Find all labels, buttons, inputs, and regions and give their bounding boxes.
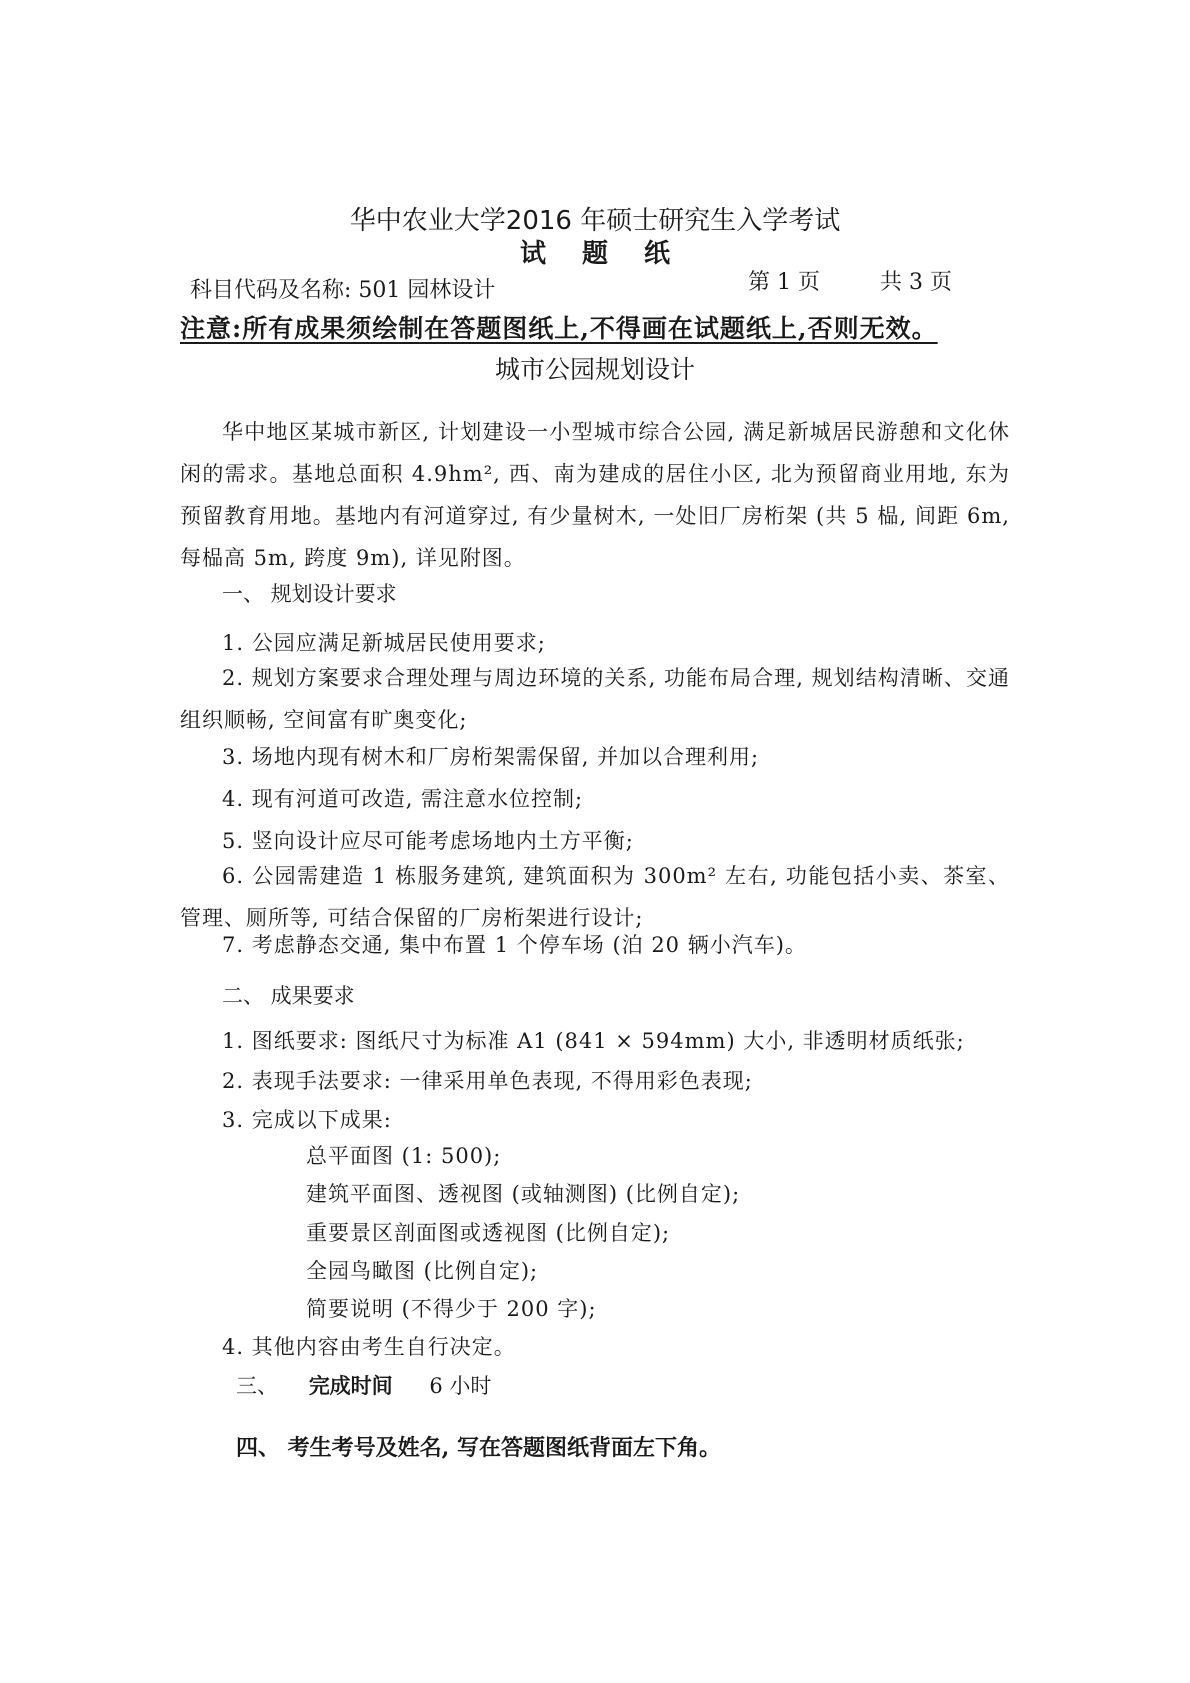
requirement-item-3: 3. 场地内现有树木和厂房桁架需保留, 并加以合理利用;	[222, 745, 760, 769]
page-number: 第 1 页	[748, 270, 820, 295]
exam-title: 华中农业大学2016 年硕士研究生入学考试	[349, 206, 841, 236]
course-code-name: 科目代码及名称: 501 园林设计	[190, 278, 496, 303]
section1-heading: 一、 规划设计要求	[222, 582, 397, 606]
main-title: 城市公园规划设计	[494, 355, 695, 384]
output-subitem-1: 总平面图 (1: 500);	[306, 1144, 502, 1168]
intro-paragraph: 华中地区某城市新区, 计划建设一小型城市综合公园, 满足新城居民游憩和文化休闲的需求。基地总面积 4.9hm², 西、南为建成的居住小区, 北为预留商业用地, 东为预留教育用地。基地内有河道穿过, 有少量树木, 一处旧厂房桁架 (共 5 榀, 间距 6m, 每榀高 5m, 跨度 9m), 详见附图。	[180, 420, 1010, 570]
output-item-2: 2. 表现手法要求: 一律采用单色表现, 不得用彩色表现;	[222, 1069, 753, 1093]
section4-heading: 四、 考生考号及姓名, 写在答题图纸背面左下角。	[236, 1435, 721, 1461]
requirement-item-6: 6. 公园需建造 1 栋服务建筑, 建筑面积为 300m² 左右, 功能包括小卖、茶室、管理、厕所等, 可结合保留的厂房桁架进行设计;	[180, 864, 1010, 930]
requirement-item-4: 4. 现有河道可改造, 需注意水位控制;	[222, 787, 584, 811]
output-subitem-3: 重要景区剖面图或透视图 (比例自定);	[306, 1221, 671, 1245]
notice-warning: 注意:所有成果须绘制在答题图纸上,不得画在试题纸上,否则无效。	[180, 314, 938, 343]
output-item-4: 4. 其他内容由考生自行决定。	[222, 1335, 516, 1359]
section3-prefix: 三、	[236, 1374, 278, 1398]
section3-heading	[236, 1370, 491, 1400]
requirement-item-2: 2. 规划方案要求合理处理与周边环境的关系, 功能布局合理, 规划结构清晰、交通组织顺畅, 空间富有旷奥变化;	[180, 666, 1010, 732]
requirement-item-7: 7. 考虑静态交通, 集中布置 1 个停车场 (泊 20 辆小汽车)。	[222, 933, 807, 957]
output-subitem-4: 全园鸟瞰图 (比例自定);	[306, 1259, 539, 1283]
output-subitem-2: 建筑平面图、透视图 (或轴测图) (比例自定);	[306, 1182, 741, 1206]
requirement-item-5: 5. 竖向设计应尽可能考虑场地内土方平衡;	[222, 829, 634, 853]
output-item-1: 1. 图纸要求: 图纸尺寸为标准 A1 (841 × 594mm) 大小, 非透明材质纸张;	[222, 1029, 965, 1053]
section2-heading: 二、 成果要求	[222, 984, 355, 1008]
output-subitem-5: 简要说明 (不得少于 200 字);	[306, 1297, 597, 1321]
section3-label: 完成时间	[308, 1374, 393, 1398]
page-total: 共 3 页	[880, 270, 952, 295]
exam-subtitle: 试题纸	[519, 239, 706, 269]
requirement-item-1: 1. 公园应满足新城居民使用要求;	[222, 631, 546, 655]
section3-value: 6 小时	[429, 1374, 492, 1398]
output-item-3: 3. 完成以下成果:	[222, 1108, 392, 1132]
